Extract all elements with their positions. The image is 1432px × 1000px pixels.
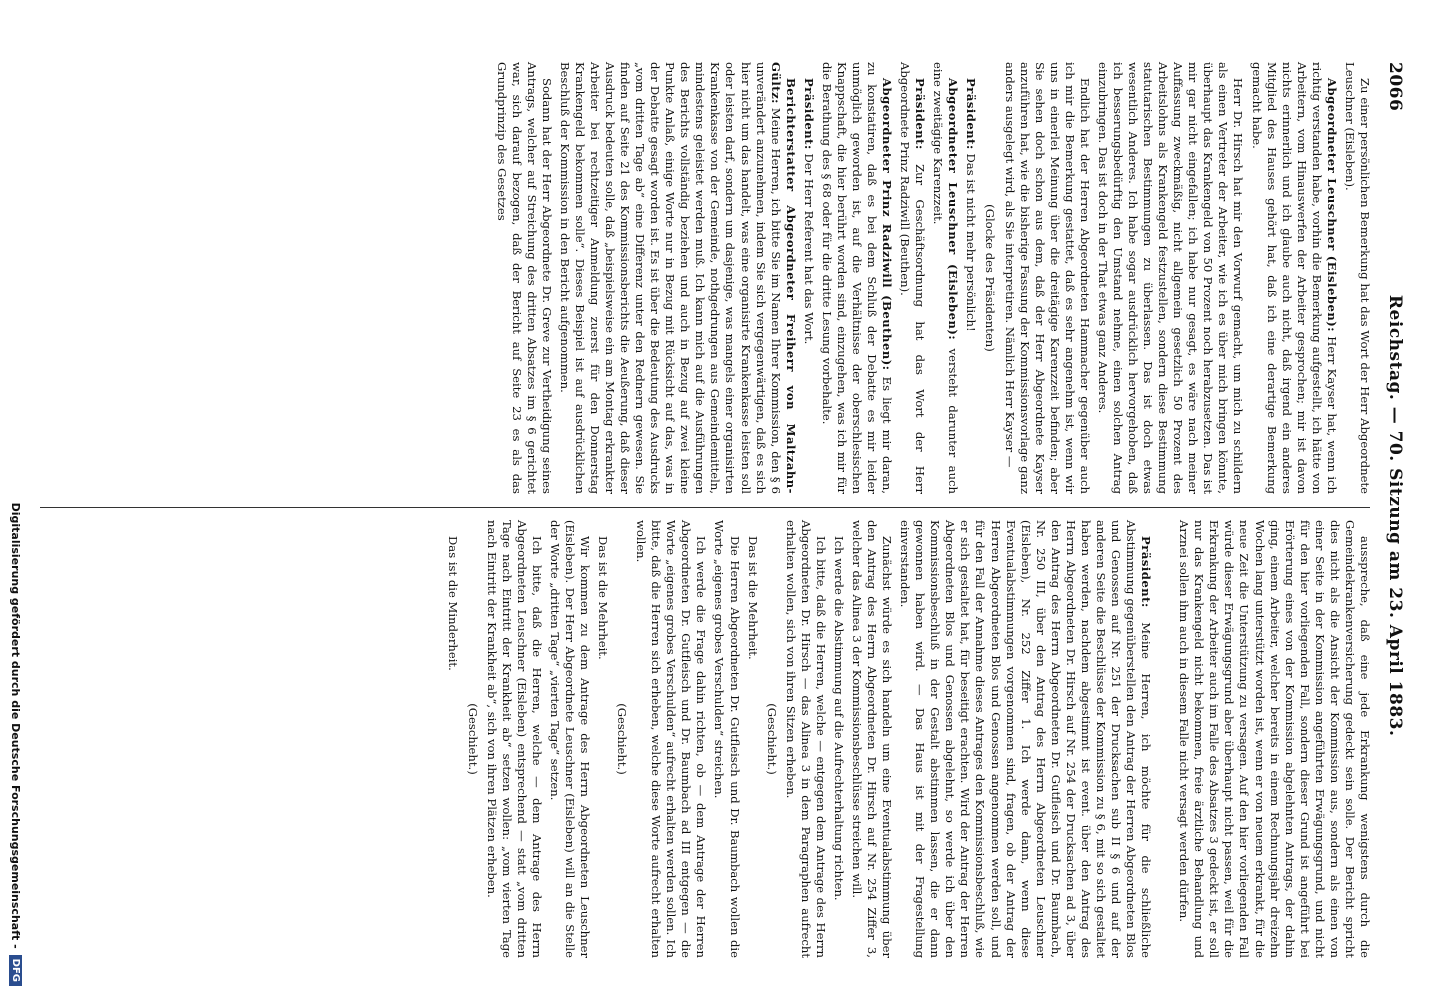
stage-direction: [764, 520, 779, 958]
paragraph: [633, 520, 708, 958]
paragraph-text: Meine Herren, ich bitte Sie im Namen Ihrer Kommission, den § 6 unverändert anzunehmen, indem Sie sich vergegenwärtigen, daß es sich hier nicht um das handelt, was eine organisirte Krankenkasse leisten soll oder leisten darf, sondern um dasjenige, was mangels einer organisirten Krankenkasse von der Gemeinde, nothgedrungen aus Gemeindemitteln, mindestens geleistet werden muß. Ich kann mich auf die Ausführungen des Berichts vollständig beziehen und auch in Bezug auf zwei kleine Punkte Anlaß, einige Worte nur in Bezug mit Rücksicht auf das, was in der Debatte gesagt worden ist. Es ist über die Bedeutung des Ausdrucks „vom dritten Tage ab“ eine Differenz unter den Rednern gewesen. Sie finden auf Seite 21 des Kommissionsberichts die Aeußerung, daß dieser Ausdruck bedeuten solle, daß „beispielsweise ein am Montag erkrankter Arbeiter bei rechtzeitiger Anmeldung zuerst für den Donnerstag Krankengeld bekommen solle“. Dieses Beispiel ist auf ausdrücklichen Beschluß der Kommission in den Bericht aufgenommen.: [557, 62, 783, 494]
credit-text: Digitalisierung gefördert durch die Deutsche Forschungsgemeinschaft -: [9, 502, 23, 949]
right-text-column: [442, 520, 1372, 958]
paragraph: [445, 520, 460, 958]
paragraph: [1249, 62, 1339, 494]
paragraph-text: Es liegt mir daran, zu konstatiren, daß es bei dem Schluß der Debatte es mir leider unmöglich geworden ist, auf die Verhältnisse der oberschlesischen Knappschaft, die hier berührt worden sind, einzugehen, was ich mir für die Berathung des § 68 oder für die dritte Lesung vorbehalte.: [819, 62, 895, 494]
paragraph: [484, 520, 544, 958]
paragraph: [930, 62, 960, 494]
speaker-name: Berichterstatter Abgeordneter Freiherr von Maltzahn-Gültz:: [768, 62, 798, 494]
paragraph-text: Die Herren Abgeordneten Dr. Gutfleisch und Dr. Baumbach wollen die Worte „eigenes grobes Verschulden“ streichen.: [712, 520, 742, 958]
speaker-name: Abgeordneter Leuschner (Eisleben):: [1324, 78, 1339, 333]
speaker-name: Präsident:: [1139, 536, 1154, 608]
page-title: Reichstag. — 70. Sitzung am 23. April 1883.: [1385, 294, 1405, 737]
paragraph-text: versteht darunter auch eine zweitägige Karenzzeit.: [931, 62, 961, 494]
speaker-name: Präsident:: [964, 78, 979, 150]
paragraph: [494, 62, 554, 494]
speaker-name: Abgeordneter Leuschner (Eisleben):: [946, 78, 961, 341]
paragraph: [1002, 62, 1092, 494]
paragraph-text: Zu einer persönlichen Bemerkung hat das Wort der Herr Abgeordnete Leuschner (Eisleben).: [1342, 62, 1372, 494]
paragraph-text: Sodann hat der Herr Abgeordnete Dr. Greve zur Vertheidigung seines Antrags, welcher auf Streichung des dritten Absatzes im § 6 gerichtet war, sich darauf bezogen, daß der Bericht auf Seite 23 es als das Grundprinzip des Gesetzes: [494, 62, 554, 494]
paragraph-text: (Geschieht.): [764, 703, 779, 775]
paragraph: [1342, 62, 1372, 494]
paragraph-text: Das ist die Mehrheit.: [596, 536, 611, 660]
speaker-name: Präsident:: [913, 78, 928, 150]
paragraph-text: Meine Herren, ich möchte für die schließliche Abstimmung gegenüberstellen den Antrag der Herren Abgeordneten Blos und Genossen auf Nr. 251 der Drucksachen sub II § 6 und auf der anderen Seite die Beschlüsse der Kommission zu § 6, mit so sich gestaltet haben werden, nachdem abgestimmt ist event. über den Antrag des Herrn Abgeordneten Dr. Hirsch auf Nr. 254 der Drucksachen ad 3, über den Antrag des Herrn Abgeordneten Dr. Gutfleisch und Dr. Baumbach, Nr. 250 III, über den Antrag des Herrn Abgeordneten Leuschner (Eisleben), Nr. 252 Ziffer 1. Ich werde dann, wenn diese Eventualabstimmungen vorgenommen sind, fragen, ob der Antrag der Herren Abgeordneten Blos und Genossen angenommen werden soll, und für den Fall der Annahme dieses Antrages den Kommissionsbeschluß, wie er sich gestaltet hat, für beseitigt erachten. Wird der Antrag der Herren Abgeordneten Blos und Genossen abgelehnt, so werde ich über den Kommissionsbeschluß in der Gestalt abstimmen lassen, die er dann gewonnen haben wird. — Das Haus ist mit der Fragestellung einverstanden.: [898, 520, 1154, 958]
paragraph: [595, 520, 610, 958]
paragraph-text: Zunächst würde es sich handeln um eine Eventualabstimmung über den Antrag des Herrn Abgeordneten Dr. Hirsch auf Nr. 254 Ziffer 3, welcher das Alinea 3 der Kommissionsbeschlüsse streichen will.: [850, 520, 895, 958]
paragraph: [1176, 520, 1372, 958]
paragraph: [1095, 62, 1246, 494]
paragraph: [745, 520, 760, 958]
paragraph-text: Das ist die Minderheit.: [446, 536, 461, 671]
paragraph: [783, 520, 828, 958]
stage-direction: [614, 520, 629, 958]
paragraph-text: (Geschieht.): [465, 703, 480, 775]
paragraph: [849, 520, 894, 958]
paragraph-text: Das ist die Mehrheit.: [745, 536, 760, 660]
paragraph-text: Herr Dr. Hirsch hat mir den Vorwurf gemacht, um mich zu schildern als einen Vertreter der Arbeiter, wie ich es über mich bringen könnte, überhaupt das Krankengeld von 50 Prozent noch herabzusetzen. Das ist mir gar nicht eingefallen; ich habe nur gesagt, es wäre nach meiner Auffassung zweckmäßig, nicht allgemein gesetzlich 50 Prozent des Arbeitslohns als Krankengeld festzustellen, sondern diese Bestimmung statutarischen Bestimmungen zu überlassen. Das ist doch etwas wesentlich Anderes. Ich habe sogar ausdrücklich hervorgehoben, daß ich besserungsbedürftig den Umstand nehme, einen solchen Antrag einzubringen. Das ist doch in der That etwas ganz Anderes.: [1095, 62, 1246, 494]
paragraph-text: Ich bitte, daß die Herren, welche — entgegen dem Antrage des Herrn Abgeordneten Dr. Hirsch — das Alinea 3 in dem Paragraphen aufrecht erhalten wollen, sich von ihren Sitzen erheben.: [783, 520, 828, 958]
paragraph-text: Ich werde die Abstimmung auf die Aufrechterhaltung richten.: [831, 536, 846, 901]
paragraph-text: Herr Kayser hat, wenn ich richtig verstanden habe, vorhin die Bemerkung aufgestellt, ich hätte von Arbeitern, vom Hinauswerfen der Arbeiter gesprochen; mir ist davon nichts erinnerlich und ich glaube auch nicht, daß irgend ein anderes Mitglied des Hauses gehört hat, daß ich eine derartige Bemerkung gemacht habe.: [1249, 62, 1339, 494]
digitization-credit: [4, 0, 28, 1000]
paragraph: [831, 520, 846, 958]
speaker-name: Präsident:: [801, 78, 816, 150]
paragraph-spacer: [1153, 520, 1173, 958]
paragraph: [819, 62, 894, 494]
paragraph: [897, 520, 1153, 958]
paragraph-text: Wir kommen zu dem Antrage des Herrn Abgeordneten Leuschner (Eisleben). Der Herr Abgeordnete Leuschner (Eisleben) will an die Stelle der Worte „dritten Tage“ „vierten Tage“ setzen.: [547, 520, 592, 958]
paragraph-text: Endlich hat der Herren Abgeordneten Hammacher gegenüber auch ich mir die Bemerkung gestattet, daß es sehr angenehm ist, wenn wir uns in einerlei Meinung über die dreitägige Karenzzeit befinden; aber Sie sehen doch schon aus dem, daß der Herr Abgeordnete Kayser anzuführen hat, wie die bisherige Fassung der Kommissionsvorlage ganz anders ausgelegt wird, als Sie interpretiren. Nämlich Herr Kayser —: [1002, 62, 1092, 494]
paragraph: [963, 62, 978, 494]
paragraph-text: (Geschieht.): [615, 703, 630, 775]
paragraph: [897, 62, 927, 494]
paragraph: [801, 62, 816, 494]
paragraph-text: Das ist nicht mehr persönlich!: [964, 149, 979, 332]
paragraph-text: ausspreche, daß eine jede Erkrankung wenigstens durch die Gemeindekrankenversicherung gedeckt sein solle. Der Bericht spricht dies nicht als die Ansicht der Kommission aus, sondern als einen von einer Seite in der Kommission angeführten Erwägungsgrund, und nicht für den hier vorliegenden Fall, sondern dieser Grund ist angeführt bei Erörterung eines von der Kommission abgelehnten Antrags, der dahin ging, einem Arbeiter, welcher bereits in einem Rechnungsjahr dreizehn Wochen lang unterstützt worden ist, wenn er von neuem erkrankt, für die neue Zeit die Unterstützung zu versagen. Auf den hier vorliegenden Fall würde dieser Erwägungsgrund aber überhaupt nicht passen, weil für die Erkrankung der Arbeiter auch im Falle des Absatzes 3 gedeckt ist, er soll nur das Krankengeld nicht bekommen, freie ärztliche Behandlung und Arznei sollen ihm auch in diesem Falle nicht versagt werden dürfen.: [1177, 520, 1372, 958]
paragraph-text: Ich bitte, daß die Herren, welche — dem Antrage des Herrn Abgeordneten Leuschner (Eisleben) entsprechend — statt „vom dritten Tage nach Eintritt der Krankheit ab“ setzen wollen: „vom vierten Tage nach Eintritt der Krankheit ab“, sich von ihren Plätzen erheben.: [484, 520, 544, 958]
paragraph: [711, 520, 741, 958]
page-header: [1378, 62, 1412, 960]
paragraph: [557, 62, 798, 494]
stage-direction: [982, 62, 997, 494]
page-number: 2066: [1385, 62, 1405, 112]
speaker-name: Abgeordneter Prinz Radziwill (Beuthen):: [880, 78, 895, 371]
dfg-logo: DFG: [10, 955, 23, 986]
stage-direction: [465, 520, 480, 958]
left-text-column: [491, 62, 1373, 494]
paragraph-text: (Glocke des Präsidenten): [983, 204, 998, 352]
paragraph-text: Zur Geschäftsordnung hat das Wort der Herr Abgeordnete Prinz Radziwill (Beuthen).: [898, 62, 928, 494]
paragraph: [547, 520, 592, 958]
paragraph-text: Ich werde die Frage dahin richten, ob — dem Antrage der Herren Abgeordneten Dr. Gutfleisch und Dr. Baumbach ad III entgegen — die Worte „eigenes grobes Verschulden“ aufrecht erhalten werden sollen. Ich bitte, daß die Herren sich erheben, welche diese Worte aufrecht erhalten wollen.: [634, 520, 709, 958]
paragraph-text: Der Herr Referent hat das Wort.: [801, 149, 816, 345]
column-divider: [40, 507, 1370, 508]
